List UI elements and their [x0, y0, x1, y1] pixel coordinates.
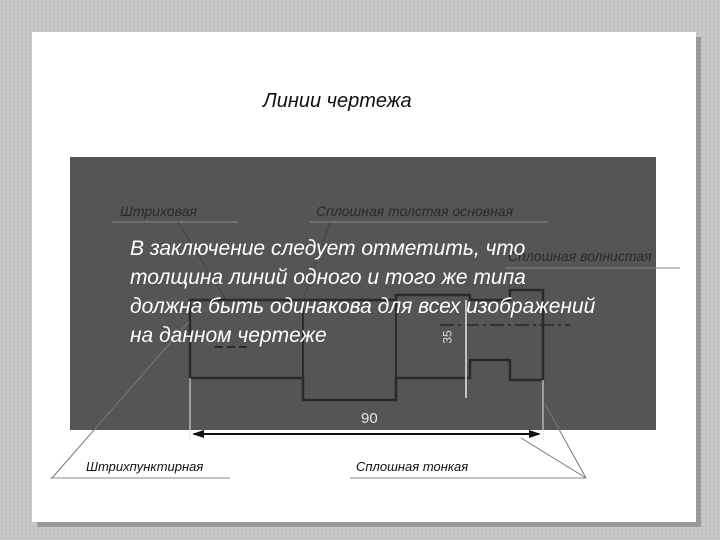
dim-90-arrow-right: [529, 430, 541, 438]
dim-90-arrow-left: [192, 430, 204, 438]
label-dash-dot: Штрихпунктирная: [86, 459, 204, 474]
overlay-text: В заключение следует отметить, что толщина линий одного и того же типа должна быть одинакова для всех изображений на данном чертеже: [130, 237, 596, 347]
label-solid-thin: Сплошная тонкая: [356, 459, 469, 474]
dimension-35: 35: [440, 330, 455, 344]
label-hatched: Штриховая: [120, 203, 197, 219]
leader-solid-thin-1: [521, 438, 586, 478]
label-solid-thick: Сплошная толстая основная: [316, 203, 514, 219]
dimension-90: 90: [361, 410, 378, 427]
label-solid-wavy: Сплошная волнистая: [508, 248, 652, 264]
slide-title: Линии чертежа: [263, 90, 412, 112]
